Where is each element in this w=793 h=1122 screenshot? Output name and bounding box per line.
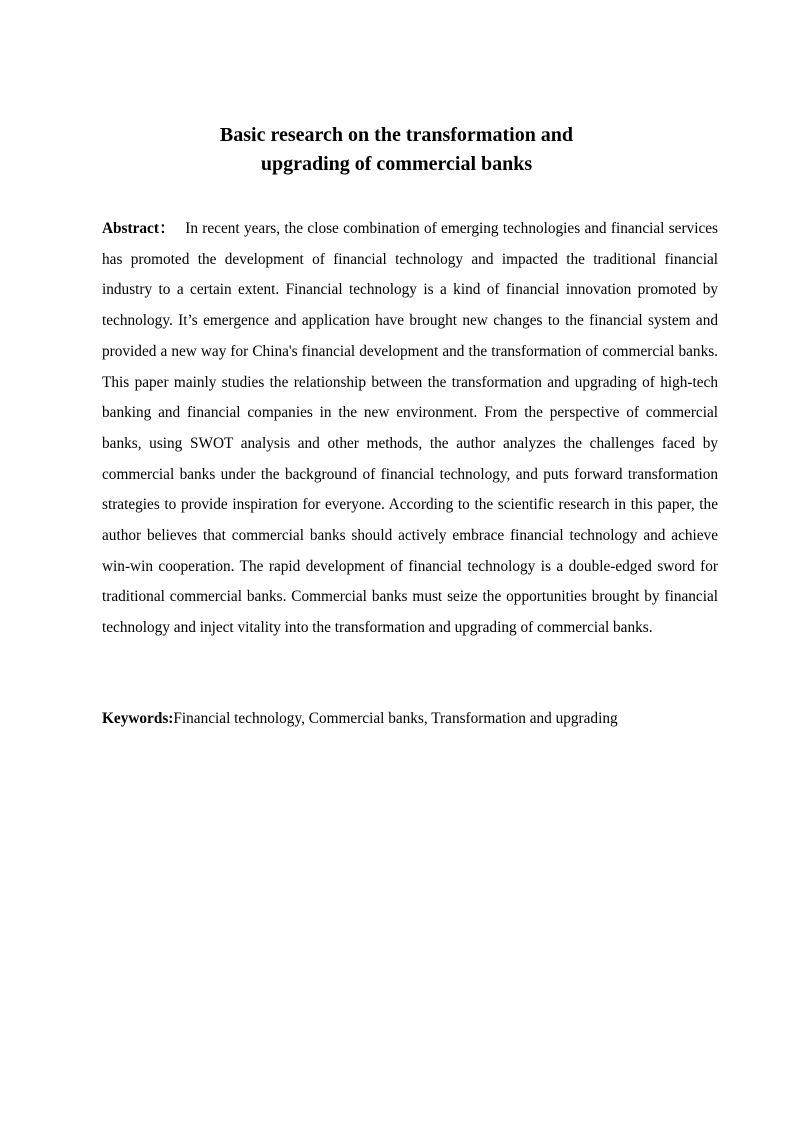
abstract-text: In recent years, the close combination of emerging technologies and financial services has promoted the development of financial technology and impacted the traditional financial industry to a certain extent. Financial technology is a kind of financial innovation promoted by technology. It’s emergence and application have brought new changes to the financial system and provided a new way for China's financial development and the transformation of commercial banks. This paper mainly studies the relationship between the transformation and upgrading of high-tech banking and financial companies in the new environment. From the perspective of commercial banks, using SWOT analysis and other methods, the author analyzes the challenges faced by commercial banks under the background of financial technology, and puts forward transformation strategies to provide inspiration for everyone. According to the scientific research in this paper, the author believes that commercial banks should actively embrace financial technology and achieve win-win cooperation. The rapid development of financial technology is a double-edged sword for traditional commercial banks. Commercial banks must seize the opportunities brought by financial technology and inject vitality into the transformation and upgrading of commercial banks.: [102, 220, 718, 637]
paper-title: [0, 121, 793, 179]
keywords-line: [102, 704, 718, 734]
keywords-text: Financial technology, Commercial banks, Transformation and upgrading: [173, 710, 618, 727]
abstract-paragraph: [102, 214, 718, 644]
paper-title-line-1: Basic research on the transformation and: [219, 124, 574, 146]
keywords-label: Keywords:: [102, 710, 174, 727]
abstract-separator: ：: [158, 220, 176, 237]
abstract-label: Abstract: [102, 220, 159, 237]
paper-title-line-2: upgrading of commercial banks: [260, 153, 533, 175]
